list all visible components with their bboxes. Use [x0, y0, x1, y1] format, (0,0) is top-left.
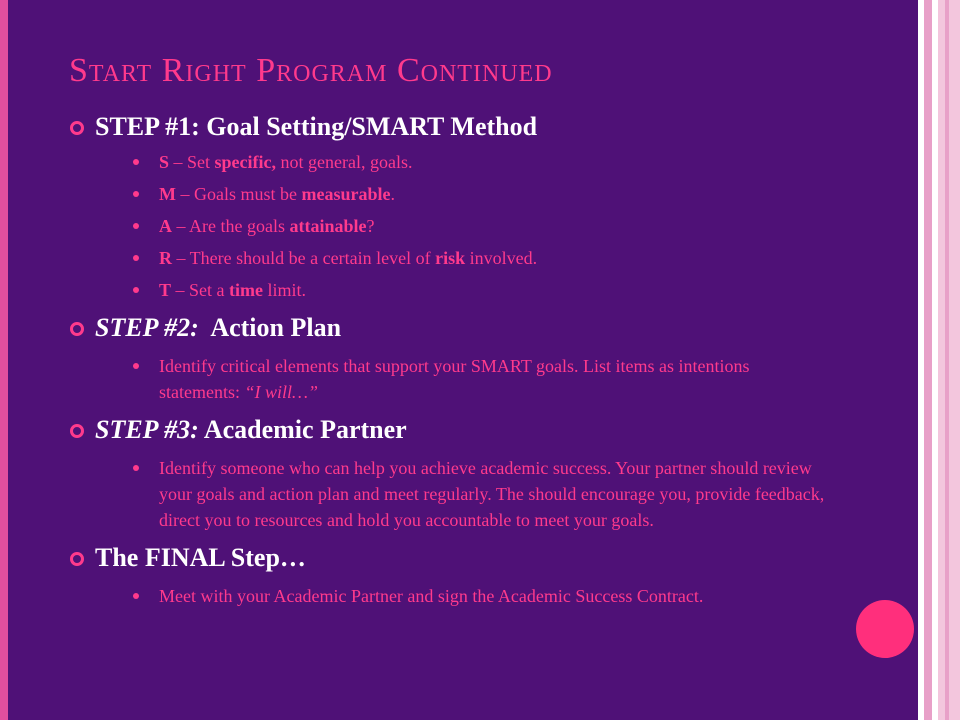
dot-bullet-icon: [133, 255, 139, 261]
step-2: [70, 309, 830, 405]
step-final-heading: The FINAL Step…: [95, 543, 306, 572]
list-item: S – Set specific, not general, goals.: [133, 149, 830, 175]
dot-bullet-icon: [133, 465, 139, 471]
final-step-list: [133, 583, 830, 609]
dot-bullet-icon: [133, 593, 139, 599]
dot-bullet-icon: [133, 159, 139, 165]
slide-title: Start Right Program Continued: [69, 52, 553, 89]
dot-bullet-icon: [133, 287, 139, 293]
slide-content: [70, 108, 830, 615]
step-3-heading: STEP #3: Academic Partner: [95, 415, 407, 444]
list-item: Identify someone who can help you achieve academic success. Your partner should review your goals and action plan and meet regularly. The should encourage you, provide feedback, direct you to resources and hold you accountable to meet your goals.: [133, 455, 830, 533]
side-stripe: [924, 0, 932, 720]
side-stripe: [945, 0, 949, 720]
dot-bullet-icon: [133, 363, 139, 369]
side-stripe: [938, 0, 960, 720]
step-1-heading: STEP #1: Goal Setting/SMART Method: [95, 112, 538, 141]
ring-bullet-icon: [70, 424, 84, 438]
smart-list: [133, 149, 830, 303]
academic-partner-list: [133, 455, 830, 533]
list-item: M – Goals must be measurable.: [133, 181, 830, 207]
ring-bullet-icon: [70, 121, 84, 135]
dot-bullet-icon: [133, 191, 139, 197]
ring-bullet-icon: [70, 552, 84, 566]
action-plan-list: [133, 353, 830, 405]
decorative-circle: [856, 600, 914, 658]
list-item: Meet with your Academic Partner and sign the Academic Success Contract.: [133, 583, 830, 609]
step-final: [70, 539, 830, 609]
ring-bullet-icon: [70, 322, 84, 336]
list-item: R – There should be a certain level of risk involved.: [133, 245, 830, 271]
list-item: A – Are the goals attainable?: [133, 213, 830, 239]
step-2-heading: STEP #2: Action Plan: [95, 313, 342, 342]
step-1: [70, 108, 830, 303]
step-3: [70, 411, 830, 533]
list-item: Identify critical elements that support your SMART goals. List items as intentions statements: “I will…”: [133, 353, 830, 405]
list-item: T – Set a time limit.: [133, 277, 830, 303]
dot-bullet-icon: [133, 223, 139, 229]
